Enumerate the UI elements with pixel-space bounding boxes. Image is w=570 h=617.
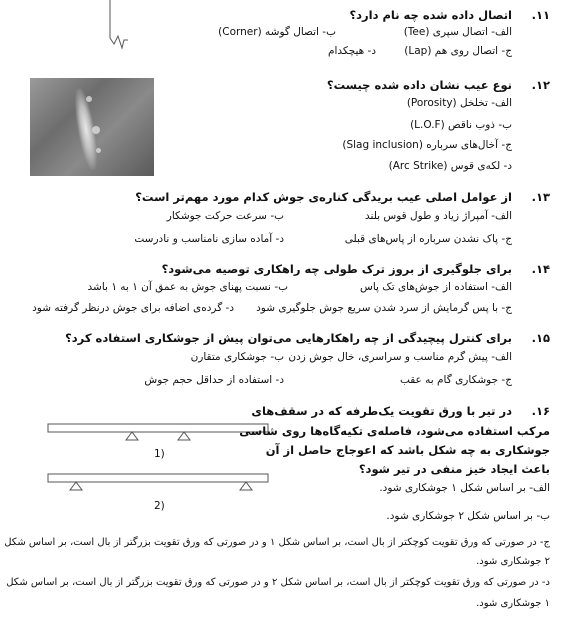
option-c: ج- جوشکاری گام به عقب [399, 374, 512, 386]
question-number: .۱۳ [531, 190, 550, 204]
joint-figure [108, 0, 130, 52]
question-text-line3: جوشکاری به چه شکل باشد که اعوجاج حاصل از آن [265, 443, 550, 457]
option-c: ج- آخال‌های سرباره (Slag inclusion) [342, 139, 512, 151]
beam-figure-1 [46, 420, 272, 470]
option-d: د- آماده سازی نامناسب و نادرست [134, 233, 284, 245]
option-b: ب- ذوب ناقص (L.O.F) [410, 119, 512, 131]
question-number: .۱۵ [531, 331, 550, 345]
option-d-line2: ۱ جوشکاری شود. [476, 598, 550, 609]
option-b: ب- بر اساس شکل ۲ جوشکاری شود. [386, 510, 550, 522]
option-a: الف- استفاده از جوش‌های تک پاس [360, 281, 512, 293]
question-number: .۱۴ [531, 262, 550, 276]
option-d: د- گرده‌ی اضافه برای جوش درنظر گرفته شود [32, 302, 234, 314]
option-a: الف- تخلخل (Porosity) [406, 97, 512, 109]
option-c: ج- با پس گرمایش از سرد شدن سریع جوش جلوگیری شود [256, 302, 512, 314]
option-d: د- لکه‌ی قوس (Arc Strike) [388, 160, 512, 172]
option-a: الف- اتصال سپری (Tee) [403, 26, 512, 38]
option-b: ب- جوشکاری متقارن [190, 351, 284, 363]
question-number: .۱۱ [531, 8, 550, 22]
question-number: .۱۲ [531, 78, 550, 92]
question-text-line4: باعث ایجاد خیز منفی در تیر شود؟ [358, 462, 550, 476]
option-b: ب- سرعت حرکت جوشکار [166, 210, 284, 222]
beam-figure-2 [46, 472, 272, 496]
figure-1-label: 1) [154, 448, 165, 460]
question-text: نوع عیب نشان داده شده چیست؟ [326, 78, 512, 92]
question-number: .۱۶ [531, 404, 550, 418]
question-text: برای جلوگیری از بروز ترک طولی چه راهکاری توصیه می‌شود؟ [161, 262, 512, 276]
weld-defect-photo [30, 78, 154, 176]
question-text-line2: مرکب استفاده می‌شود، فاصله‌ی تکیه‌گاه‌ها روی شاسی [239, 424, 550, 438]
option-a: الف- آمپراژ زیاد و طول قوس بلند [365, 210, 512, 222]
option-d: د- هیچکدام [327, 45, 376, 57]
option-c: ج- اتصال روی هم (Lap) [404, 45, 512, 57]
option-b: ب- اتصال گوشه (Corner) [218, 26, 336, 38]
option-c: ج- پاک نشدن سرباره از پاس‌های قبلی [344, 233, 512, 245]
question-text: از عوامل اصلی عیب بریدگی کناره‌ی جوش کدام مورد مهم‌تر است؟ [135, 190, 512, 204]
option-d-line1: د- در صورتی که ورق تقویت کوچکتر از بال است، بر اساس شکل ۲ و در صورتی که ورق تقویت بزرگتر از بال است، بر اساس شکل [6, 577, 550, 588]
figure-2-label: 2) [154, 500, 165, 512]
option-c-line1: ج- در صورتی که ورق تقویت کوچکتر از بال است، بر اساس شکل ۱ و در صورتی که ورق تقویت بزرگتر از بال است، بر اساس شکل [4, 537, 550, 548]
option-b: ب- نسبت پهنای جوش به عمق آن ۱ به ۱ باشد [87, 281, 288, 293]
option-a: الف- پیش گرم مناسب و سراسری، خال جوش زدن [288, 351, 512, 363]
question-text: برای کنترل پیچیدگی از چه راهکارهایی می‌توان پیش از جوشکاری استفاده کرد؟ [65, 331, 512, 345]
option-d: د- استفاده از حداقل حجم جوش [144, 374, 284, 386]
option-a: الف- بر اساس شکل ۱ جوشکاری شود. [379, 482, 550, 494]
option-c-line2: ۲ جوشکاری شود. [476, 556, 550, 567]
question-text: اتصال داده شده چه نام دارد؟ [349, 8, 512, 22]
question-text-line1: در تیر با ورق تقویت یک‌طرفه که در سقف‌های [251, 404, 512, 418]
